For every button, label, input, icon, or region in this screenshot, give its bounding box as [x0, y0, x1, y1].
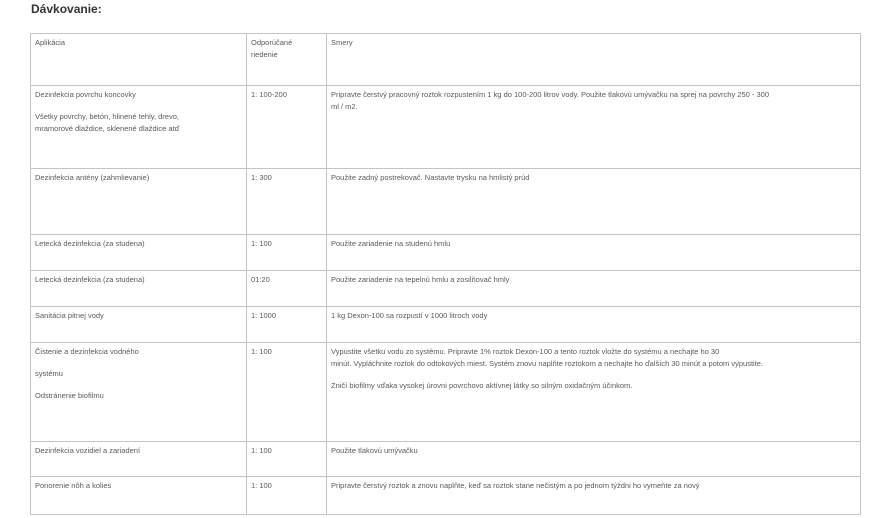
cell-application: [31, 169, 247, 235]
header-directions-label: Smery: [331, 38, 353, 47]
table-row: [31, 442, 861, 477]
dilution-value: 1: 100: [251, 347, 272, 356]
cell-directions: [327, 169, 861, 235]
cell-directions: [327, 442, 861, 477]
cell-directions: [327, 477, 861, 515]
application-text: Dezinfekcia povrchu koncovky: [35, 90, 136, 99]
dilution-value: 1: 300: [251, 173, 272, 182]
cell-application: [31, 86, 247, 169]
dilution-value: 1: 100: [251, 239, 272, 248]
table-row: [31, 169, 861, 235]
cell-dilution: [247, 477, 327, 515]
header-application-label: Aplikácia: [35, 38, 66, 47]
application-text: Sanitácia pitnej vody: [35, 311, 104, 320]
table-row: [31, 235, 861, 271]
dilution-value: 1: 1000: [251, 311, 277, 320]
cell-application: [31, 477, 247, 515]
dilution-value: 1: 100: [251, 446, 272, 455]
cell-directions: [327, 307, 861, 343]
cell-dilution: [247, 86, 327, 169]
application-text: Dezinfekcia vozidiel a zariadení: [35, 446, 141, 455]
cell-directions: [327, 86, 861, 169]
application-text: Ponorenie nôh a kolies: [35, 481, 112, 490]
cell-application: [31, 307, 247, 343]
application-text: systému: [35, 369, 63, 378]
application-text: Čistenie a dezinfekcia vodného: [35, 347, 139, 356]
directions-text: 1 kg Dexon-100 sa rozpustí v 1000 litroch vody: [331, 311, 488, 320]
table-row: [31, 271, 861, 307]
header-directions: [327, 34, 861, 86]
cell-dilution: [247, 307, 327, 343]
cell-application: [31, 271, 247, 307]
cell-dilution: [247, 442, 327, 477]
directions-text: Pripravte čerstvý pracovný roztok rozpustením 1 kg do 100-200 litrov vody. Použite tlakovú umývačku na sprej na povrchy 250 - 300: [331, 90, 769, 99]
cell-application: [31, 442, 247, 477]
application-text: Letecká dezinfekcia (za studena): [35, 239, 145, 248]
application-text: Odstránenie biofilmu: [35, 391, 104, 400]
cell-directions: [327, 343, 861, 442]
directions-text: ml / m2.: [331, 102, 358, 111]
application-text: Dezinfekcia antény (zahmlievanie): [35, 173, 150, 182]
directions-text: Použite zadný postrekovač. Nastavte trysku na hmlistý prúd: [331, 173, 530, 182]
header-dilution-label: Odporúčané: [251, 38, 293, 47]
cell-dilution: [247, 343, 327, 442]
directions-text: Použite tlakovú umývačku: [331, 446, 418, 455]
application-text: mramorové dlaždice, sklenené dlaždice atď: [35, 124, 180, 133]
table-header-row: [31, 34, 861, 86]
cell-dilution: [247, 235, 327, 271]
cell-directions: [327, 235, 861, 271]
directions-text: Vypustite všetku vodu zo systému. Pripravte 1% roztok Dexon-100 a tento roztok vložte do systému a nechajte ho 30: [331, 347, 720, 356]
cell-application: [31, 343, 247, 442]
table-row: [31, 307, 861, 343]
header-dilution: [247, 34, 327, 86]
dosage-table: [30, 33, 861, 515]
application-text: Všetky povrchy, betón, hlinené tehly, drevo,: [35, 112, 179, 121]
header-application: [31, 34, 247, 86]
directions-text: Zničí biofilmy vďaka vysokej úrovni povrchovo aktívnej látky so silným oxidačným účinkom.: [331, 381, 633, 390]
dilution-value: 01:20: [251, 275, 270, 284]
directions-text: Použite zariadenie na tepelnú hmlu a zosilňovač hmly: [331, 275, 510, 284]
dilution-value: 1: 100-200: [251, 90, 287, 99]
directions-text: Pripravte čerstvý roztok a znovu naplňte, keď sa roztok stane nečistým a po jednom týždni ho vymeňte za nový: [331, 481, 700, 490]
cell-dilution: [247, 271, 327, 307]
directions-text: Použite zariadenie na studenú hmlu: [331, 239, 451, 248]
page-title: Dávkovanie:: [31, 2, 102, 16]
application-text: Letecká dezinfekcia (za studena): [35, 275, 145, 284]
cell-application: [31, 235, 247, 271]
cell-dilution: [247, 169, 327, 235]
cell-directions: [327, 271, 861, 307]
table-row: [31, 86, 861, 169]
table-row: [31, 477, 861, 515]
table-row: [31, 343, 861, 442]
dilution-value: 1: 100: [251, 481, 272, 490]
header-dilution-label-2: riedenie: [251, 50, 278, 59]
directions-text: minút. Vypláchnite roztok do odtokových miest. Systém znovu naplňte roztokom a nechajte ho ďalších 30 minút a potom vypustite.: [331, 359, 764, 368]
